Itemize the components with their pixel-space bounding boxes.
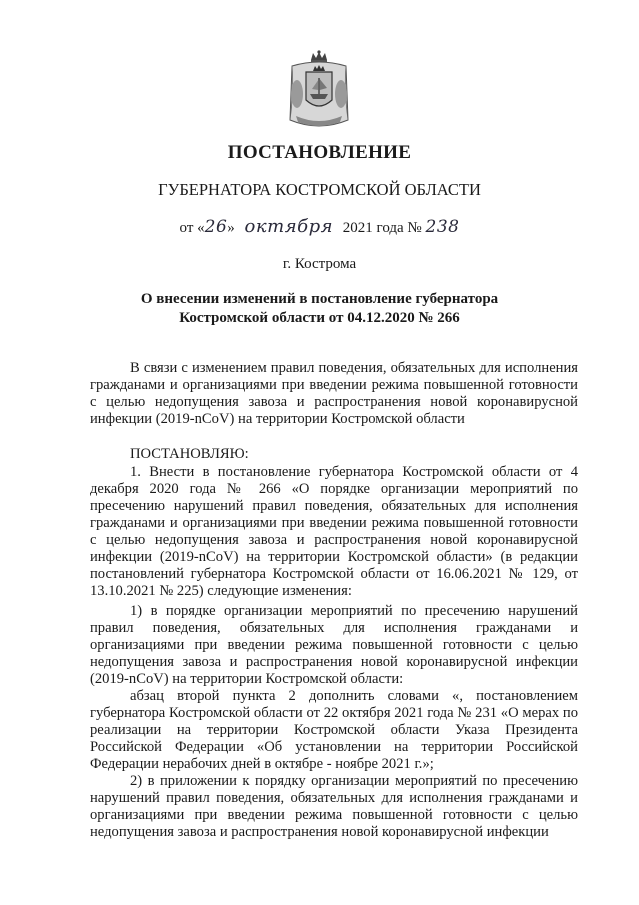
intro-text: В связи с изменением правил поведения, обязательных для исполнения гражданами и организациями при введении режима повышенной готовности с целью недопущения завоза и распространения новой коронавирусной инфекции (2019-nCoV) на территории Костромской области [90,360,578,427]
coat-of-arms-icon [284,50,354,132]
date-month: октября [244,216,334,237]
subitem-1-text: 1) в порядке организации мероприятий по пресечению нарушений правил поведения, обязательных для исполнения гражданами и организациями при введении режима повышенной готовности с целью недопущения завоза и распространения новой коронавирусной инфекции (2019-nCoV) на территории Костромской области: [90,603,578,687]
heading-line-2: Костромской области от 04.12.2020 № 266 [179,310,460,326]
item-1-text: 1. Внести в постановление губернатора Костромской области от 4 декабря 2020 года № 266 «О порядке организации мероприятий по пресечению нарушений правил поведения, обязательных для исполнения гражданами и организациями при введении режима повышенной готовности с целью недопущения завоза и распространения новой коронавирусной инфекции (2019-nCoV) на территории Костромской области» (в редакции постановлений губернатора Костромской области от 16.06.2021 № 129, от 13.10.2021 № 225) следующие изменения: [90,464,578,599]
date-mid: » [227,220,235,236]
date-year: 2021 года № [342,220,422,236]
decree-text: ПОСТАНОВЛЯЮ: [130,446,249,462]
date-prefix: от « [179,220,205,236]
intro-paragraph [90,360,578,428]
subitem-1-paragraph [90,603,578,688]
paragraph-amendment [90,688,578,773]
document-number: 238 [425,217,460,237]
item-1-paragraph [90,464,578,600]
city: г. Кострома [282,256,357,272]
amendment-text: абзац второй пункта 2 дополнить словами «, постановлением губернатора Костромской области от 22 октября 2021 года № 231 «О мерах по реализации на территории Костромской области Указа Президента Российской Федерации «Об установлении на территории Российской Федерации нерабочих дней в октябре - ноябре 2021 г.»; [90,688,578,772]
subitem-2-text: 2) в приложении к порядку организации мероприятий по пресечению нарушений правил поведения, обязательных для исполнения гражданами и организациями при введении режима повышенной готовности с целью недопущения завоза и распространения новой коронавирусной инфекции [90,773,578,840]
document-title: ПОСТАНОВЛЕНИЕ [227,142,412,163]
document-heading [0,290,639,328]
decree-paragraph [90,446,578,463]
issuer-name: ГУБЕРНАТОРА КОСТРОМСКОЙ ОБЛАСТИ [158,180,481,199]
date-day: 26 [204,217,228,237]
heading-line-1: О внесении изменений в постановление губернатора [140,291,499,307]
subitem-2-paragraph [90,773,578,841]
date-line [0,216,639,237]
